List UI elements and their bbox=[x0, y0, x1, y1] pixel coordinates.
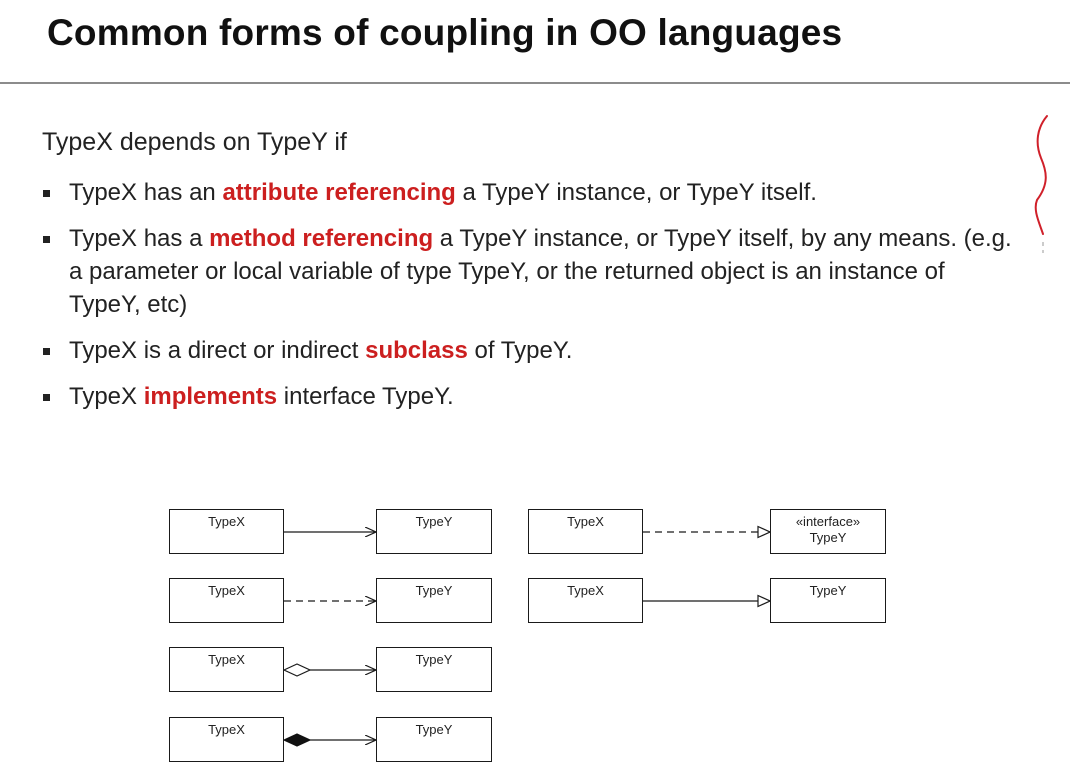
square-bullet-icon bbox=[43, 394, 50, 401]
square-bullet-icon bbox=[43, 348, 50, 355]
box-label: TypeY bbox=[809, 583, 847, 598]
box-label: TypeY bbox=[415, 583, 453, 598]
bullet-text: TypeX has an bbox=[69, 179, 223, 206]
box-label: TypeX bbox=[208, 652, 245, 667]
typex-box bbox=[528, 578, 643, 623]
bullet-text: TypeX is a direct or indirect bbox=[69, 337, 366, 364]
bullet-text: a TypeY instance, or TypeY itself, by any means. (e.g. a parameter or local variable of type TypeY, or the returned object is an instance of TypeY, etc) bbox=[69, 225, 1012, 318]
typey-box bbox=[376, 717, 492, 762]
bullet-highlight: attribute referencing bbox=[222, 179, 456, 206]
box-label: TypeY bbox=[809, 530, 847, 545]
bullet-highlight: subclass bbox=[365, 337, 468, 364]
square-bullet-icon bbox=[43, 190, 50, 197]
bullet-subclass bbox=[42, 334, 1017, 367]
bullet-text: interface TypeY. bbox=[277, 383, 454, 410]
bullet-highlight: implements bbox=[143, 383, 278, 410]
typex-box bbox=[528, 509, 643, 554]
bullet-text: a TypeY instance, or TypeY itself. bbox=[455, 179, 817, 206]
typey-box bbox=[770, 578, 886, 623]
bullet-method bbox=[42, 222, 1017, 321]
box-label: TypeX bbox=[208, 722, 245, 737]
box-label: TypeX bbox=[567, 583, 604, 598]
bullet-text: TypeX bbox=[69, 383, 144, 410]
square-bullet-icon bbox=[43, 236, 50, 243]
bullet-highlight: method referencing bbox=[209, 225, 434, 252]
aggregation-connector bbox=[284, 664, 376, 676]
typex-box bbox=[169, 578, 284, 623]
bullet-implements bbox=[42, 380, 1017, 413]
box-label: TypeX bbox=[567, 514, 604, 529]
typey-box bbox=[376, 509, 492, 554]
box-label: TypeX bbox=[208, 583, 245, 598]
interface-typey-box bbox=[770, 509, 886, 554]
typey-box bbox=[376, 578, 492, 623]
bullet-attribute bbox=[42, 176, 1017, 209]
typey-box bbox=[376, 647, 492, 692]
typex-box bbox=[169, 509, 284, 554]
box-label: TypeY bbox=[415, 722, 453, 737]
typex-box bbox=[169, 647, 284, 692]
bullet-text: TypeX has a bbox=[69, 225, 210, 252]
composition-connector bbox=[284, 734, 376, 746]
intro-text: TypeX depends on TypeY if bbox=[42, 128, 347, 156]
handwritten-brace-icon bbox=[1025, 108, 1055, 258]
title-divider bbox=[0, 82, 1070, 84]
bullet-list bbox=[42, 176, 1017, 426]
box-label: TypeX bbox=[208, 514, 245, 529]
bullet-text: of TypeY. bbox=[467, 337, 573, 364]
slide-title: Common forms of coupling in OO languages bbox=[47, 12, 843, 53]
interface-stereotype: «interface» bbox=[795, 514, 861, 529]
box-label: TypeY bbox=[415, 514, 453, 529]
box-label: TypeY bbox=[415, 652, 453, 667]
typex-box bbox=[169, 717, 284, 762]
